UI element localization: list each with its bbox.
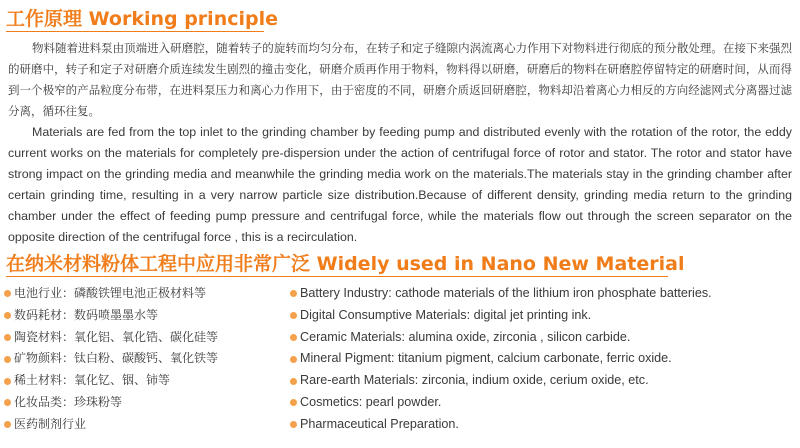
list-item: Digital Consumptive Materials: digital jet printing ink. xyxy=(290,305,712,327)
list-item: Cosmetics: pearl powder. xyxy=(290,392,712,414)
bullet-icon xyxy=(290,312,297,319)
list-item: 医药制剂行业 xyxy=(4,414,218,436)
bullet-icon xyxy=(4,312,11,319)
list-item: Rare-earth Materials: zirconia, indium oxide, cerium oxide, etc. xyxy=(290,370,712,392)
bullet-icon xyxy=(290,399,297,406)
bullet-icon xyxy=(4,378,11,385)
bullet-icon xyxy=(4,290,11,297)
bullet-icon xyxy=(4,421,11,428)
heading-underline xyxy=(6,276,668,277)
heading-underline xyxy=(6,31,264,32)
list-item: Ceramic Materials: alumina oxide, zirconia , silicon carbide. xyxy=(290,327,712,349)
list-item: 数码耗材：数码喷墨墨水等 xyxy=(4,305,218,327)
bullet-icon xyxy=(290,334,297,341)
bullet-icon xyxy=(290,290,297,297)
working-principle-heading xyxy=(6,7,278,31)
principle-paragraph-en: Materials are fed from the top inlet to the grinding chamber by feeding pump and distributed evenly with the rotation of the rotor, the eddy current works on the materials for completely pre-dispersion under the action of centrifugal force of rotor and stator. The rotor and stator have strong impact on the grinding media and meanwhile the grinding media work on the materials.The materials stay in the grinding chamber after certain grinding time, resulting in a very narrow particle size distribution.Because of different density, grinding media return to the grinding chamber under the effect of feeding pump pressure and centrifugal force, while the materials flow out through the screen separator on the opposite direction of the centrifugal force , this is a recirculation. xyxy=(8,125,792,244)
list-item: 电池行业：磷酸铁锂电池正极材料等 xyxy=(4,283,218,305)
applications-heading xyxy=(6,252,684,276)
list-item: Battery Industry: cathode materials of the lithium iron phosphate batteries. xyxy=(290,283,712,305)
list-item: 陶瓷材料：氧化铝、氧化锆、碳化硅等 xyxy=(4,327,218,349)
working-principle-title: 工作原理 Working principle xyxy=(6,8,278,30)
bullet-icon xyxy=(290,356,297,363)
principle-paragraph-zh: 物料随着进料泵由顶端进入研磨腔，随着转子的旋转而均匀分布，在转子和定子缝隙内涡流离心力作用下对物料进行彻底的预分散处理。在接下来强烈的研磨中，转子和定子对研磨介质连续发生剧烈的撞击变化，研磨介质再作用于物料，物料得以研磨，研磨后的物料在研磨腔停留特定的研磨时间，从而得到一个极窄的产品粒度分布带，在进料泵压力和离心力作用下，由于密度的不同，研磨介质返回研磨腔，物料却沿着离心力相反的方向经滤网式分离器过滤分离，循环往复。 xyxy=(8,41,792,118)
list-item: Pharmaceutical Preparation. xyxy=(290,414,712,436)
applications-list-en xyxy=(290,283,712,436)
bullet-icon xyxy=(4,334,11,341)
bullet-icon xyxy=(4,399,11,406)
bullet-icon xyxy=(4,356,11,363)
bullet-icon xyxy=(290,378,297,385)
list-item: 化妆品类：珍珠粉等 xyxy=(4,392,218,414)
list-item: 矿物颜料：钛白粉、碳酸钙、氧化铁等 xyxy=(4,348,218,370)
applications-title: 在纳米材料粉体工程中应用非常广泛 Widely used in Nano New Material xyxy=(6,253,685,275)
list-item: 稀土材料：氧化钇、铟、铈等 xyxy=(4,370,218,392)
bullet-icon xyxy=(290,421,297,428)
applications-list-zh xyxy=(4,283,218,436)
list-item: Mineral Pigment: titanium pigment, calcium carbonate, ferric oxide. xyxy=(290,348,712,370)
